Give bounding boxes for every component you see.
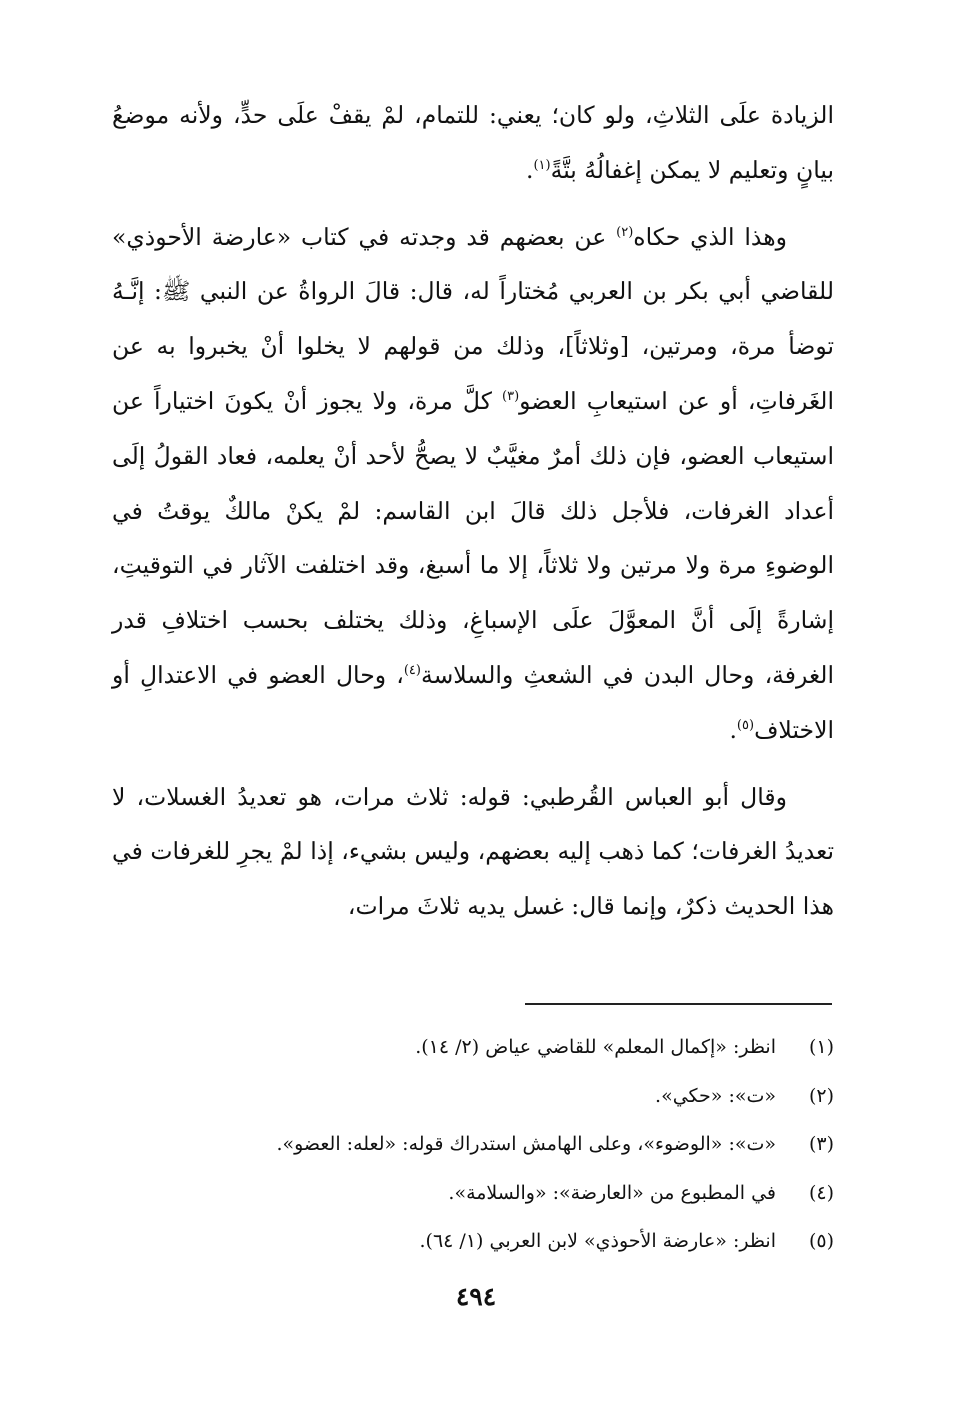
text-run: . bbox=[525, 155, 534, 184]
footnote-text: في المطبوع من «العارضة»: «والسلامة». bbox=[448, 1181, 776, 1204]
footnote-3 bbox=[112, 1120, 834, 1169]
text-run: كلَّ مرة، ولا يجوز أنْ يكونَ اختياراً عن استيعاب العضو، فإن ذلك أمرٌ مغيَّبٌ لا يصحُّ لأحد أنْ يعلمه، فعاد القولُ إلَى أعداد الغرفات، فلأجل ذلك قالَ ابن القاسم: لمْ يكنْ مالكٌ يوقتُ في الوضوءِ مرة ولا مرتين ولا ثلاثاً، إلا ما أسبغ، وقد اختلفت الآثار في التوقيتِ، إشارةً إلَى أنَّ المعوَّلَ علَى الإسباغِ، وذلك يختلف بحسب اختلافِ قدر الغرفة، وحال البدن في الشعثِ والسلاسة bbox=[112, 386, 834, 689]
footnote-5 bbox=[112, 1217, 834, 1266]
footnote-number: (٥) bbox=[808, 1230, 834, 1253]
footnote-number: (١) bbox=[808, 1036, 834, 1058]
text-run: عن بعضهم قد وجدته في كتاب «عارضة الأحوذي» للقاضي أبي بكر بن العربي مُختاراً له، قال: قالَ الرواةُ عن النبي ﷺ: إنَّـهُ توضأ مرة، ومرتين، [وثلاثاً]، وذلك من قولهم لا يخلوا أنْ يخبروا به عن الغَرفاتِ، أو عن استيعابِ العضو bbox=[112, 222, 834, 415]
page-number: ٤٩٤ bbox=[455, 1282, 497, 1311]
footnotes bbox=[112, 1023, 834, 1266]
paragraph-2 bbox=[112, 210, 834, 758]
text-run: . bbox=[729, 715, 737, 744]
text-run: ، وحال العضو في الاعتدالِ أو الاختلاف bbox=[112, 660, 834, 744]
footnote-number: (٣) bbox=[808, 1133, 834, 1156]
footnote-text: «ت»: «حكي». bbox=[655, 1084, 776, 1107]
footnote-reference: (٤) bbox=[403, 663, 421, 679]
paragraph-1 bbox=[112, 88, 834, 198]
footnote-2 bbox=[112, 1072, 834, 1121]
footnote-text: «ت»: «الوضوء»، وعلى الهامش استدراك قوله: «لعله: العضو». bbox=[276, 1133, 776, 1156]
footnote-reference: (٣) bbox=[502, 389, 520, 405]
footnote-4 bbox=[112, 1169, 834, 1218]
footnote-reference: (١) bbox=[533, 157, 551, 173]
footnote-number: (٢) bbox=[808, 1084, 834, 1107]
footnote-number: (٤) bbox=[808, 1181, 834, 1204]
text-run: الزيادة علَى الثلاثِ، ولو كان؛ يعني: للتمام، لمْ يقفْ علَى حدٍّ، ولأنه موضعُ بيانٍ وتعليم لا يمكن إغفالُهُ بتَّةً bbox=[112, 101, 834, 184]
footnote-reference: (٢) bbox=[616, 224, 634, 240]
text-run: وقال أبو العباس القُرطبي: قوله: ثلاث مرات، هو تعديدُ الغسلات، لا تعديدُ الغرفات؛ كما ذهب إليه بعضهم، وليس بشيء، إذا لمْ يجرِ للغرفات في هذا الحديث ذكرٌ، وإنما قال: غسل يديه ثلاثَ مرات، bbox=[112, 782, 834, 921]
text-run: وهذا الذي حكاه bbox=[633, 222, 787, 251]
footnote-1 bbox=[112, 1023, 834, 1072]
paragraph-3 bbox=[112, 770, 834, 934]
footnote-text: انظر: «إكمال المعلم» للقاضي عياض (٢/ ١٤). bbox=[415, 1036, 776, 1058]
footnote-divider bbox=[525, 1003, 832, 1005]
main-text bbox=[112, 88, 834, 934]
footnote-reference: (٥) bbox=[736, 717, 755, 733]
footnote-text: انظر: «عارضة الأحوذي» لابن العربي (١/ ٦٤). bbox=[419, 1230, 776, 1253]
